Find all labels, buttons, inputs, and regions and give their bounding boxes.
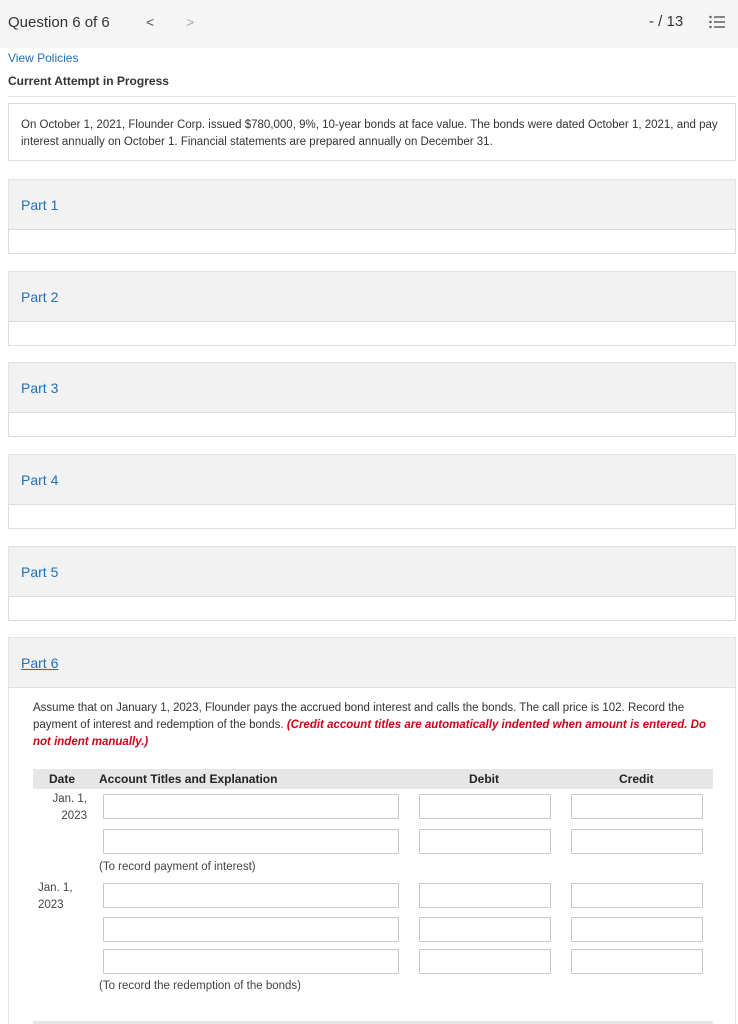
next-question-button[interactable]: > (186, 14, 195, 30)
part-4-header[interactable]: Part 4 (8, 454, 736, 504)
journal-table-header (33, 769, 713, 789)
date-column-header: Date (49, 772, 76, 786)
entry-2-debit-input-2[interactable] (419, 917, 551, 942)
entry-1-credit-input-2[interactable] (571, 829, 703, 854)
part-4-body (8, 504, 736, 529)
score-display: - / 13 (649, 13, 684, 30)
entry-1-debit-input-1[interactable] (419, 794, 551, 819)
entry-1-note: (To record payment of interest) (99, 861, 256, 873)
part-5-body (8, 596, 736, 621)
part-3-body (8, 412, 736, 437)
part-3-section (8, 362, 736, 437)
part-6-instructions (33, 700, 723, 751)
part-2-header[interactable]: Part 2 (8, 271, 736, 321)
part-1-header[interactable]: Part 1 (8, 179, 736, 229)
credit-column-header: Credit (619, 772, 654, 786)
debit-column-header: Debit (469, 772, 499, 786)
entry-2-account-input-3[interactable] (103, 949, 399, 974)
entry-1-account-input-1[interactable] (103, 794, 399, 819)
entry-2-date: Jan. 1, 2023 (38, 882, 73, 911)
entry-2-account-input-2[interactable] (103, 917, 399, 942)
part-2-body (8, 321, 736, 346)
account-column-header: Account Titles and Explanation (99, 772, 278, 786)
problem-statement: On October 1, 2021, Flounder Corp. issued $780,000, 9%, 10-year bonds at face value. The bonds were dated October 1, 2021, and pay interest annually on October 1. Financial statements are prepared annually on December 31. (8, 103, 736, 161)
part-5-section (8, 546, 736, 621)
part-1-section (8, 179, 736, 254)
part-3-header[interactable]: Part 3 (8, 362, 736, 412)
view-policies-link[interactable]: View Policies (8, 51, 79, 65)
question-list-icon[interactable] (709, 15, 725, 29)
question-label: Question 6 of 6 (8, 14, 110, 31)
part-1-body (8, 229, 736, 254)
entry-1-credit-input-1[interactable] (571, 794, 703, 819)
entry-2-debit-input-3[interactable] (419, 949, 551, 974)
entry-1-account-input-2[interactable] (103, 829, 399, 854)
entry-2-note: (To record the redemption of the bonds) (99, 980, 302, 992)
attempt-status: Current Attempt in Progress (8, 74, 169, 88)
top-bar (0, 0, 738, 48)
entry-2-debit-input-1[interactable] (419, 883, 551, 908)
part-4-section (8, 454, 736, 529)
entry-2-credit-input-1[interactable] (571, 883, 703, 908)
part-5-header[interactable]: Part 5 (8, 546, 736, 596)
instruction-text: Assume that on January 1, 2023, Flounder pays the accrued bond interest and calls the bonds. The call price is 102. Record the payment of interest and redemption of the bonds. (33, 702, 685, 731)
instruction-warning: (Credit account titles are automatically indented when amount is entered. Do not indent manually.) (33, 719, 707, 748)
divider (8, 96, 736, 97)
entry-2-account-input-1[interactable] (103, 883, 399, 908)
entry-2-credit-input-2[interactable] (571, 917, 703, 942)
part-6-section (8, 637, 736, 1024)
part-2-section (8, 271, 736, 346)
entry-1-date: Jan. 1, 2023 (52, 793, 87, 822)
part-6-header[interactable]: Part 6 (9, 638, 735, 688)
entry-2-credit-input-3[interactable] (571, 949, 703, 974)
previous-question-button[interactable]: < (146, 14, 155, 30)
entry-1-debit-input-2[interactable] (419, 829, 551, 854)
